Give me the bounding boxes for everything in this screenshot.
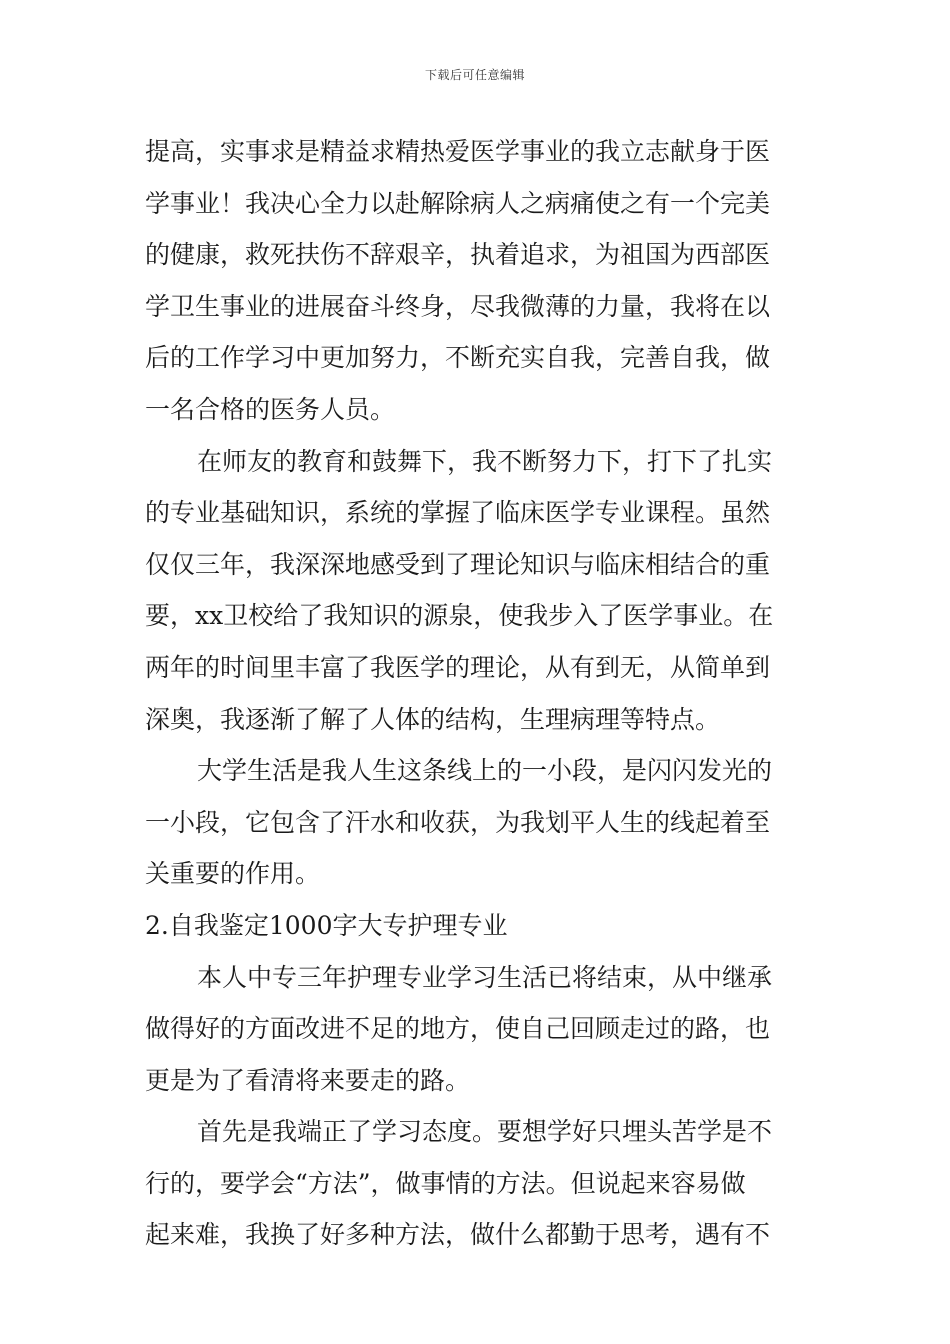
- text-line: 行的，要学会“方法”，做事情的方法。但说起来容易做: [145, 1168, 746, 1198]
- text-line: 提高，实事求是精益求精热爱医学事业的我立志献身于医: [145, 137, 771, 166]
- paragraph-first-line: 本人中专三年护理专业学习生活已将结束，从中继承: [197, 962, 773, 992]
- section-heading: 2.自我鉴定1000字大专护理专业: [145, 910, 508, 940]
- text-line: 做得好的方面改进不足的地方，使自己回顾走过的路，也: [145, 1014, 771, 1044]
- text-line: 仅仅三年，我深深地感受到了理论知识与临床相结合的重: [145, 549, 771, 579]
- text-line: 更是为了看清将来要走的路。: [145, 1065, 471, 1095]
- paragraph-first-line: 在师友的教育和鼓舞下，我不断努力下，打下了扎实: [197, 446, 773, 476]
- text-line: 深奥，我逐渐了解了人体的结构，生理病理等特点。: [145, 704, 721, 734]
- text-line: 两年的时间里丰富了我医学的理论，从有到无，从简单到: [145, 652, 771, 682]
- paragraph-first-line: 大学生活是我人生这条线上的一小段，是闪闪发光的: [197, 756, 773, 786]
- page-header: 下载后可任意编辑: [424, 68, 525, 82]
- document-body: [145, 126, 807, 1261]
- text-line: 学卫生事业的进展奋斗终身，尽我微薄的力量，我将在以: [145, 291, 771, 321]
- text-line: 关重要的作用。: [145, 859, 321, 889]
- paragraph-first-line: 首先是我端正了学习态度。要想学好只埋头苦学是不: [197, 1117, 773, 1147]
- text-line: 起来难，我换了好多种方法，做什么都勤于思考，遇有不: [145, 1220, 771, 1250]
- text-line: 一名合格的医务人员。: [145, 394, 396, 424]
- text-line: 学事业！我决心全力以赴解除病人之病痛使之有一个完美: [145, 188, 771, 218]
- text-line: 要，xx卫校给了我知识的源泉，使我步入了医学事业。在: [145, 601, 774, 631]
- text-line: 一小段，它包含了汗水和收获，为我划平人生的线起着至: [145, 807, 771, 837]
- text-line: 的专业基础知识，系统的掌握了临床医学专业课程。虽然: [145, 498, 771, 528]
- text-line: 的健康，救死扶伤不辞艰辛，执着追求，为祖国为西部医: [145, 240, 771, 270]
- text-line: 后的工作学习中更加努力，不断充实自我，完善自我，做: [145, 343, 771, 373]
